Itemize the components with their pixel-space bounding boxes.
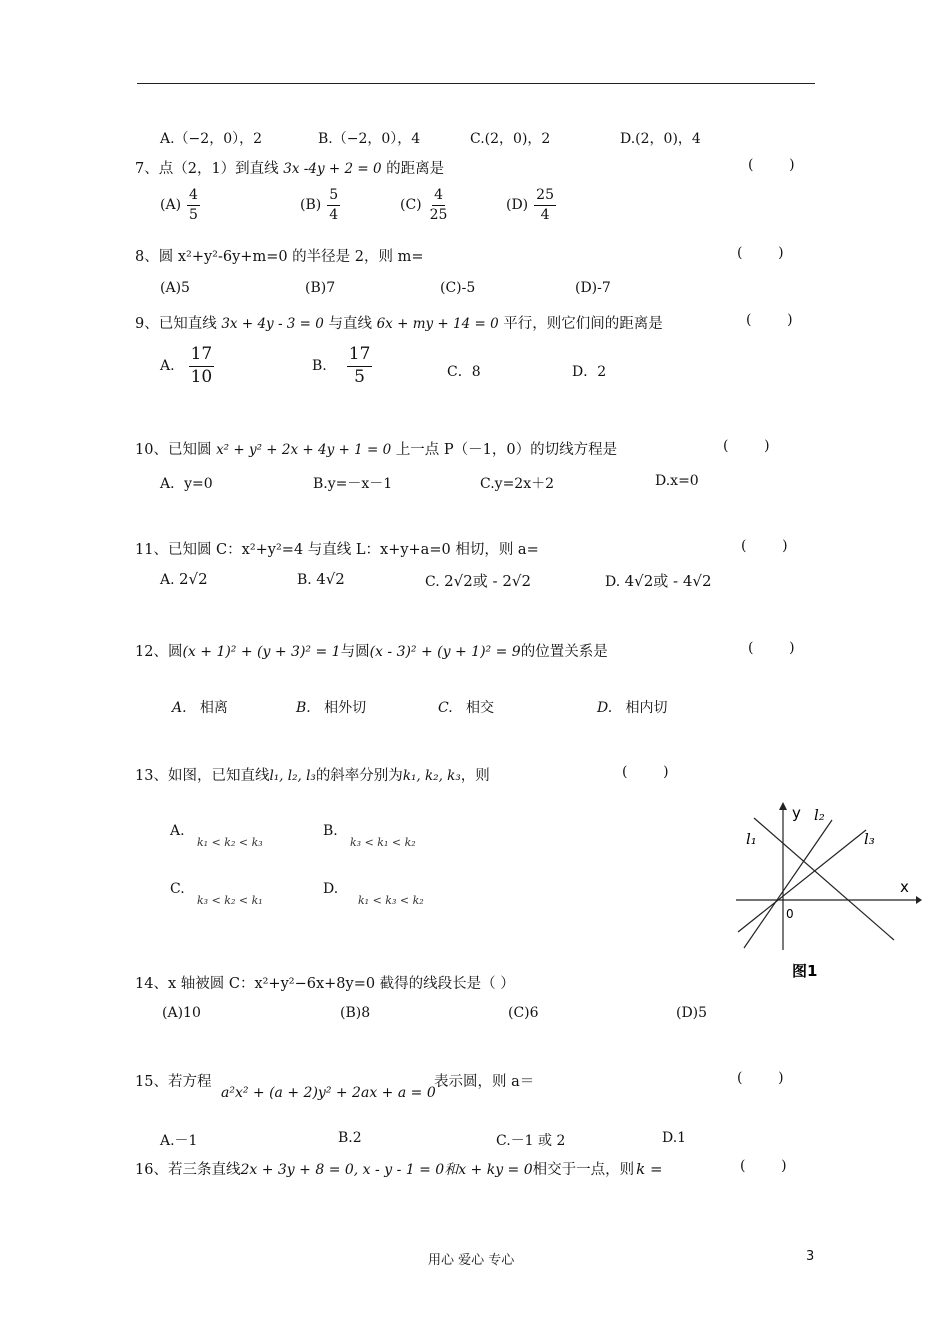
q9-b-label: B. (312, 358, 327, 375)
q10-option-d: D.x=0 (655, 473, 699, 489)
q16-expr: 2x + 3y + 8 = 0, x - y - 1 = 0和x + ky = 0 (240, 1162, 533, 1178)
q11-a-value: 2√2 (179, 570, 208, 588)
q9-option-d: D．2 (572, 364, 607, 380)
q12-d-text: 相内切 (625, 700, 668, 716)
q7-c-num: 4 (432, 188, 445, 206)
q7-c-den: 25 (429, 206, 448, 223)
q8-option-c: (C)-5 (440, 280, 476, 296)
q11-option-c (425, 570, 531, 591)
q7-answer-paren: ( ) (748, 157, 795, 173)
y-axis-label: y (792, 804, 801, 822)
q12-d-label: D. (597, 700, 613, 716)
q8-answer-paren: ( ) (737, 245, 784, 261)
q7-a-num: 4 (187, 188, 200, 206)
q11-c-label: C. (425, 574, 440, 590)
l3-label: l₃ (864, 830, 875, 848)
q10-expr: x² + y² + 2x + 4y + 1 = 0 (216, 442, 392, 458)
q11-option-b (297, 570, 345, 588)
q13-answer-paren: ( ) (622, 764, 669, 780)
q9-a-den: 10 (190, 366, 213, 387)
q12-stem: 12、圆 (135, 644, 183, 660)
q16-expr2: k = (636, 1160, 663, 1178)
q14-option-b: (B)8 (340, 1005, 371, 1021)
q13-slopes: k₁, k₂, k₃ (402, 768, 461, 784)
q15-tail: 表示圆，则 a＝ (434, 1074, 535, 1090)
q7-d-label: (D) (506, 197, 529, 214)
q10-stem: 10、已知圆 (135, 442, 212, 458)
x-axis-arrow (916, 896, 922, 904)
q12-expr1: (x + 1)² + (y + 3)² = 1 (182, 644, 341, 660)
question-13 (135, 764, 490, 785)
q7-a-label: (A) (160, 197, 182, 214)
q14-option-a: (A)10 (162, 1005, 201, 1021)
footer-motto: 用心 爱心 专心 (428, 1253, 515, 1268)
page-number: 3 (806, 1249, 815, 1264)
q15-option-a: A.－1 (160, 1133, 198, 1149)
question-9 (135, 312, 663, 333)
q12-b-label: B. (296, 700, 311, 716)
q11-b-label: B. (297, 572, 312, 588)
q7-b-label: (B) (300, 197, 322, 214)
q15-expr: a²x² + (a + 2)y² + 2ax + a = 0 (221, 1085, 436, 1101)
q10-option-c: C.y=2x＋2 (480, 476, 555, 492)
q9-stem: 9、已知直线 (135, 316, 217, 332)
q7-option-a (160, 188, 200, 222)
x-axis-label: x (900, 878, 909, 896)
q9-option-b (312, 346, 372, 387)
q12-c-text: 相交 (466, 700, 495, 716)
q11-option-a (160, 570, 208, 588)
q13-option-b: k₃ < k₁ < k₂ (350, 836, 416, 849)
line-l2 (744, 820, 832, 948)
q9-b-num: 17 (347, 346, 373, 367)
y-axis-arrow (779, 802, 787, 810)
q13-stem: 13、如图，已知直线 (135, 768, 270, 784)
q12-option-c (438, 697, 494, 717)
q12-answer-paren: ( ) (748, 640, 795, 656)
q11-b-value: 4√2 (316, 570, 345, 588)
question-16 (135, 1158, 663, 1179)
q13-lines: l₁, l₂, l₃ (269, 768, 316, 784)
q12-b-text: 相外切 (324, 700, 367, 716)
q9-answer-paren: ( ) (746, 312, 793, 328)
q14-option-d: (D)5 (676, 1005, 708, 1021)
q11-answer-paren: ( ) (741, 538, 788, 554)
q8-option-b: (B)7 (305, 280, 336, 296)
q9-a-num: 17 (189, 346, 215, 367)
question-14: 14、x 轴被圆 C：x²+y²−6x+8y=0 截得的线段长是（ ） (135, 976, 515, 992)
figure-1-graph (732, 800, 922, 980)
q12-a-label: A. (172, 700, 187, 716)
q11-a-label: A. (160, 572, 175, 588)
q12-option-d (597, 697, 668, 717)
option-a: A.（−2，0），2 (160, 131, 263, 147)
q7-b-den: 4 (329, 206, 339, 223)
q13-option-a-label: A. (170, 823, 185, 839)
q12-c-label: C. (438, 700, 453, 716)
l2-label: l₂ (814, 806, 825, 824)
option-b: B.（−2，0），4 (318, 131, 421, 147)
question-8: 8、圆 x²+y²-6y+m=0 的半径是 2，则 m= (135, 249, 424, 265)
q11-option-d (605, 570, 712, 591)
q13-option-a: k₁ < k₂ < k₃ (197, 836, 263, 849)
q7-b-num: 5 (327, 188, 340, 206)
option-c: C.(2，0)，2 (470, 131, 551, 147)
q9-option-a (160, 346, 214, 387)
q9-option-c: C．8 (447, 364, 481, 380)
q9-expr2: 6x + my + 14 = 0 (376, 316, 499, 332)
question-7 (135, 157, 444, 178)
q15-option-c: C.－1 或 2 (496, 1133, 566, 1149)
q11-d-label: D. (605, 574, 621, 590)
q13-option-c: k₃ < k₂ < k₁ (197, 894, 263, 907)
q15-option-b: B.2 (338, 1130, 362, 1146)
question-11: 11、已知圆 C：x²+y²=4 与直线 L：x+y+a=0 相切，则 a= (135, 542, 539, 558)
q9-mid: 与直线 (328, 316, 372, 332)
q11-c-value: 2√2或 - 2√2 (444, 572, 532, 590)
option-d: D.(2，0)，4 (620, 131, 701, 147)
q7-stem: 7、点（2，1）到直线 (135, 161, 279, 177)
q7-option-c (400, 188, 449, 222)
question-10 (135, 438, 617, 459)
q11-d-value: 4√2或 - 4√2 (624, 572, 712, 590)
origin-label: 0 (786, 907, 794, 921)
q7-option-d (506, 188, 556, 222)
q9-b-den: 5 (354, 366, 365, 387)
header-rule (137, 83, 815, 84)
q9-tail: 平行，则它们间的距离是 (503, 316, 663, 332)
q14-option-c: (C)6 (508, 1005, 539, 1021)
q13-option-d: k₁ < k₃ < k₂ (358, 894, 424, 907)
q12-expr2: (x - 3)² + (y + 1)² = 9 (369, 644, 521, 660)
q16-stem: 16、若三条直线 (135, 1162, 241, 1178)
l1-label: l₁ (746, 830, 757, 848)
q12-option-a (172, 697, 228, 717)
q7-tail: 的距离是 (386, 161, 445, 177)
q9-a-label: A. (160, 358, 175, 375)
q16-tail: 相交于一点，则 (532, 1162, 635, 1178)
q12-a-text: 相离 (199, 700, 228, 716)
q10-answer-paren: ( ) (723, 438, 770, 454)
q7-d-num: 25 (534, 188, 556, 206)
q10-tail: 上一点 P（－1，0）的切线方程是 (395, 442, 618, 458)
q8-option-d: (D)-7 (575, 280, 611, 296)
q12-option-b (296, 697, 366, 717)
q12-mid: 与圆 (340, 644, 370, 660)
q13-tail: ，则 (460, 768, 490, 784)
q13-mid: 的斜率分别为 (315, 768, 403, 784)
q7-c-label: (C) (400, 197, 422, 214)
figure-caption: 图1 (792, 962, 818, 980)
q10-option-b: B.y=－x－1 (313, 476, 393, 492)
q7-d-den: 4 (540, 206, 550, 223)
q9-expr1: 3x + 4y - 3 = 0 (221, 316, 324, 332)
q12-tail: 的位置关系是 (520, 644, 608, 660)
line-l3 (738, 830, 866, 932)
question-12 (135, 640, 608, 661)
q13-option-d-label: D. (323, 881, 339, 897)
q7-option-b (300, 188, 340, 222)
q15-answer-paren: ( ) (737, 1070, 784, 1086)
q10-option-a: A．y=0 (160, 476, 213, 492)
q16-answer-paren: ( ) (740, 1158, 787, 1174)
question-15-stem: 15、若方程 (135, 1074, 212, 1090)
q7-expr: 3x -4y + 2 = 0 (283, 161, 382, 177)
q15-option-d: D.1 (662, 1130, 687, 1146)
q13-option-c-label: C. (170, 881, 185, 897)
q13-option-b-label: B. (323, 823, 338, 839)
q7-a-den: 5 (189, 206, 198, 223)
q8-option-a: (A)5 (160, 280, 190, 296)
